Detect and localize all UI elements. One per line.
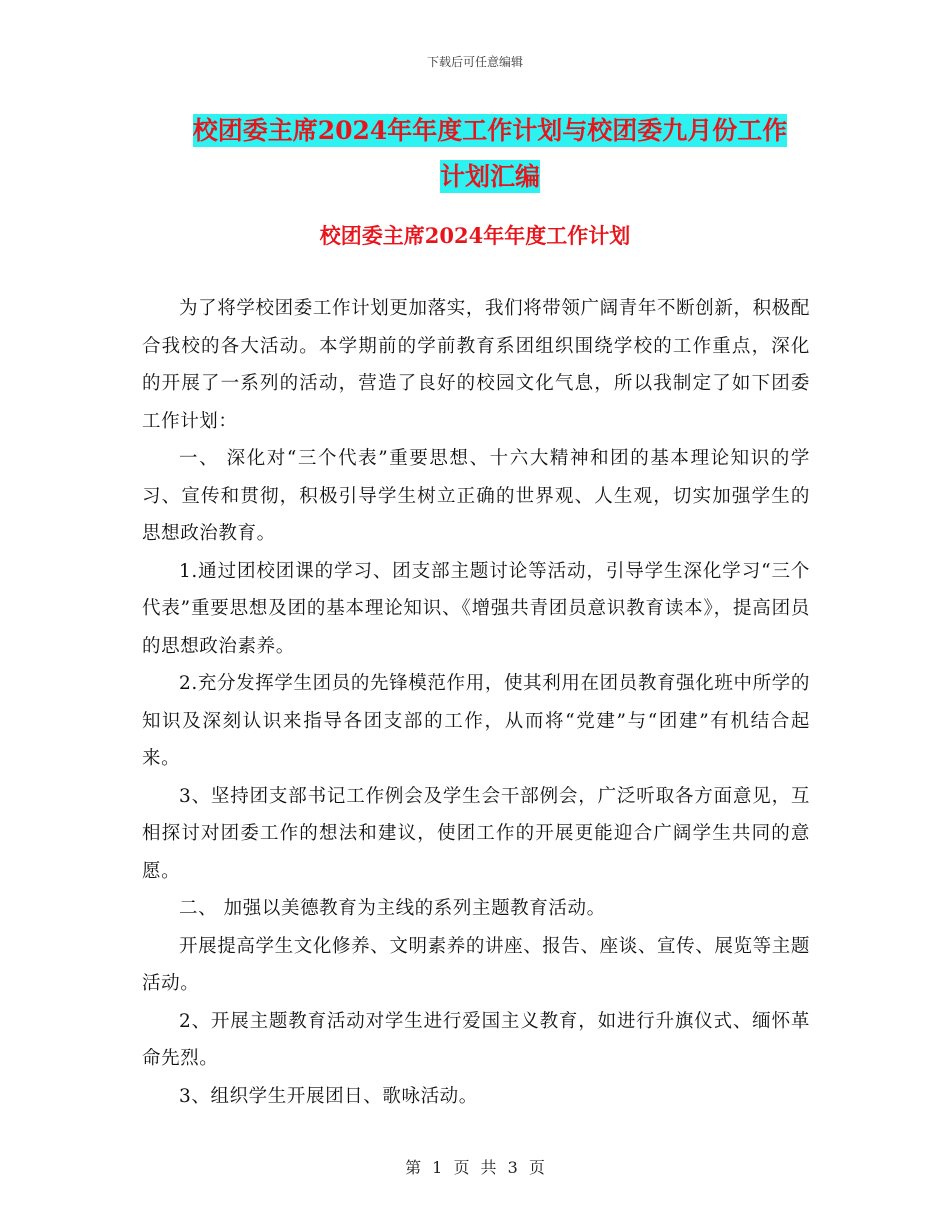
section-title: 校团委主席2024年年度工作计划 <box>319 223 631 248</box>
paragraph: 2.充分发挥学生团员的先锋模范作用，使其利用在团员教育强化班中所学的知识及深刻认识来指导各团支部的工作，从而将“党建”与“团建”有机结合起来。 <box>142 673 810 769</box>
paragraph: 2、开展主题教育活动对学生进行爱国主义教育，如进行升旗仪式、缅怀革命先烈。 <box>142 1010 810 1069</box>
paragraph: 一、 深化对“三个代表”重要思想、十六大精神和团的基本理论知识的学习、宣传和贯彻，积极引导学生树立正确的世界观、人生观，切实加强学生的思想政治教育。 <box>142 448 810 544</box>
paragraph: 开展提高学生文化修养、文明素养的讲座、报告、座谈、宣传、展览等主题活动。 <box>142 935 810 994</box>
paragraph: 二、 加强以美德教育为主线的系列主题教育活动。 <box>179 898 606 919</box>
document-title-line-2: 计划汇编 <box>439 162 540 191</box>
paragraph: 1.通过团校团课的学习、团支部主题讨论等活动，引导学生深化学习“三个代表”重要思想及团的基本理论知识、《增强共青团员意识教育读本》，提高团员的思想政治素养。 <box>142 560 810 657</box>
header-note: 下载后可任意编辑 <box>426 55 523 69</box>
paragraph: 3、组织学生开展团日、歌咏活动。 <box>179 1085 478 1107</box>
body-text <box>142 290 810 1115</box>
document-title <box>140 108 840 200</box>
document-title-line-1: 校团委主席2024年年度工作计划与校团委九月份工作 <box>192 116 788 145</box>
paragraph: 3、坚持团支部书记工作例会及学生会干部例会，广泛听取各方面意见，互相探讨对团委工作的想法和建议，使团工作的开展更能迎合广阔学生共同的意愿。 <box>142 785 810 882</box>
paragraph: 为了将学校团委工作计划更加落实，我们将带领广阔青年不断创新，积极配合我校的各大活动。本学期前的学前教育系团组织围绕学校的工作重点，深化的开展了一系列的活动，营造了良好的校园文化气息，所以我制定了如下团委工作计划： <box>142 298 810 432</box>
page-footer: 第 1 页 共 3 页 <box>405 1158 545 1177</box>
